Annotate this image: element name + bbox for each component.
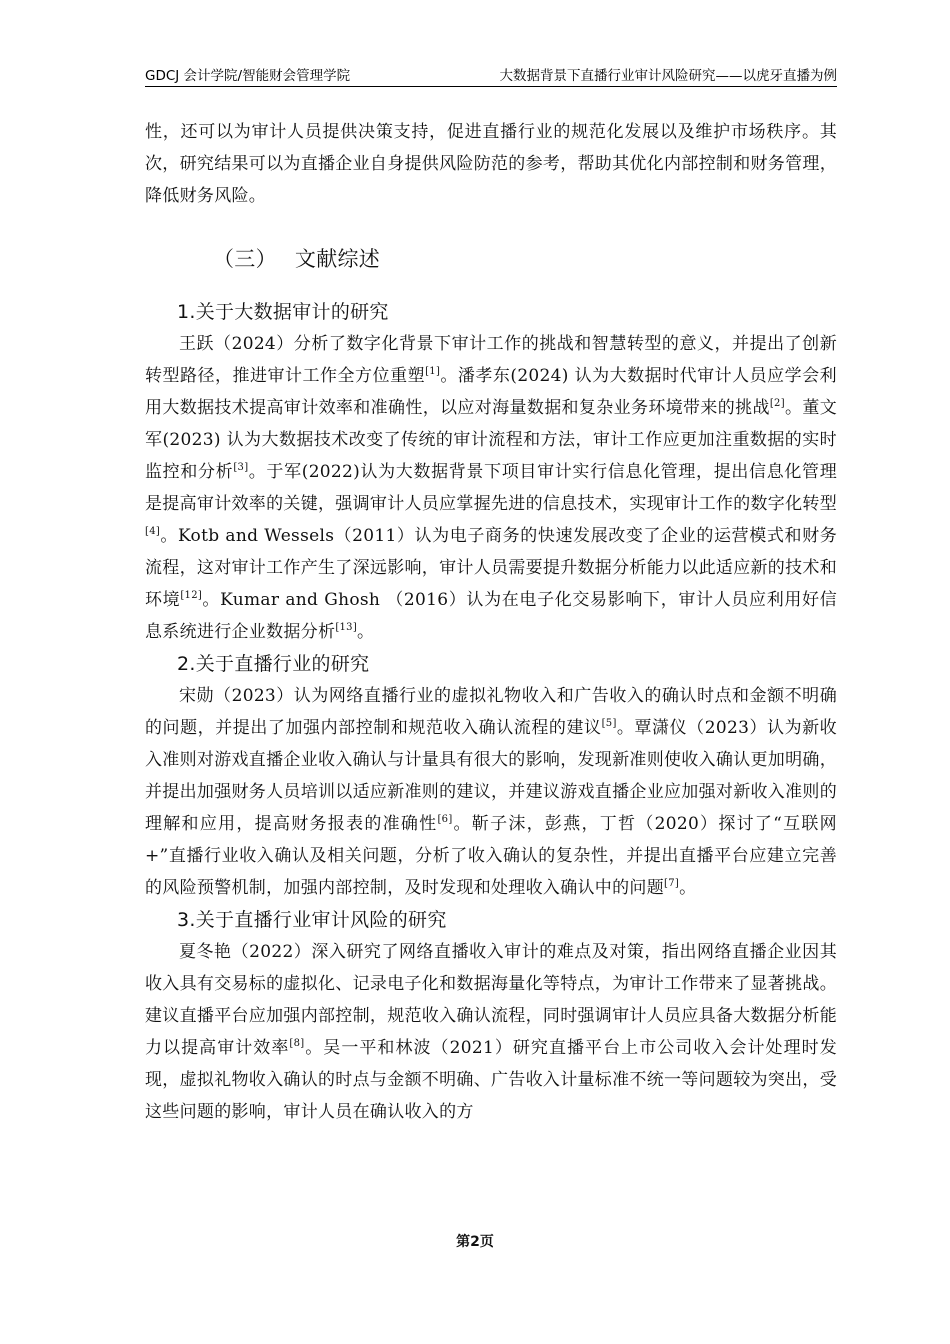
page-body bbox=[145, 116, 837, 1128]
subsection-2-heading: 2.关于直播行业的研究 bbox=[177, 653, 370, 675]
subsection-3-heading: 3.关于直播行业审计风险的研究 bbox=[177, 909, 447, 931]
subsection-1-heading: 1.关于大数据审计的研究 bbox=[177, 301, 389, 323]
citation-ref: [8] bbox=[289, 1038, 305, 1049]
citation-ref: [1] bbox=[425, 366, 441, 377]
citation-ref: [3] bbox=[233, 462, 249, 473]
header-institution: GDCJ 会计学院/智能财会管理学院 bbox=[145, 68, 351, 84]
citation-ref: [12] bbox=[180, 590, 203, 601]
page-number: 第2页 bbox=[456, 1234, 494, 1250]
citation-ref: [2] bbox=[769, 398, 785, 409]
subsection-1-paragraph: 王跃（2024）分析了数字化背景下审计工作的挑战和智慧转型的意义，并提出了创新转型路径，推进审计工作全方位重塑[1]。潘孝东(2024) 认为大数据时代审计人员应学会利用大数据技术提高审计效率和准确性，以应对海量数据和复杂业务环境带来的挑战[2]。董文军(2023) 认为大数据技术改变了传统的审计流程和方法，审计工作应更加注重数据的实时监控和分析[3]。于军(2022)认为大数据背景下项目审计实行信息化管理，提出信息化管理是提高审计效率的关键，强调审计人员应掌握先进的信息技术，实现审计工作的数字化转型[4]。Kotb and Wessels（2011）认为电子商务的快速发展改变了企业的运营模式和财务流程，这对审计工作产生了深远影响，审计人员需要提升数据分析能力以此适应新的技术和环境[12]。Kumar and Ghosh （2016）认为在电子化交易影响下，审计人员应利用好信息系统进行企业数据分析[13]。 bbox=[145, 334, 838, 642]
intro-paragraph: 性，还可以为审计人员提供决策支持，促进直播行业的规范化发展以及维护市场秩序。其次，研究结果可以为直播企业自身提供风险防范的参考，帮助其优化内部控制和财务管理，降低财务风险。 bbox=[145, 122, 837, 206]
subsection-3-paragraph: 夏冬艳（2022）深入研究了网络直播收入审计的难点及对策，指出网络直播企业因其收入具有交易标的虚拟化、记录电子化和数据海量化等特点，为审计工作带来了显著挑战。建议直播平台应加强内部控制，规范收入确认流程，同时强调审计人员应具备大数据分析能力以提高审计效率[8]。吴一平和林波（2021）研究直播平台上市公司收入会计处理时发现，虚拟礼物收入确认的时点与金额不明确、广告收入计量标准不统一等问题较为突出，受这些问题的影响，审计人员在确认收入的方 bbox=[145, 942, 837, 1122]
citation-ref: [5] bbox=[601, 718, 617, 729]
section-title: 文献综述 bbox=[294, 247, 381, 271]
citation-ref: [13] bbox=[335, 622, 358, 633]
subsection-2-paragraph: 宋勋（2023）认为网络直播行业的虚拟礼物收入和广告收入的确认时点和金额不明确的问题，并提出了加强内部控制和规范收入确认流程的建议[5]。覃潇仪（2023）认为新收入准则对游戏直播企业收入确认与计量具有很大的影响，发现新准则使收入确认更加明确，并提出加强财务人员培训以适应新准则的建议，并建议游戏直播企业应加强对新收入准则的理解和应用，提高财务报表的准确性[6]。靳子沫，彭燕，丁哲（2020）探讨了“互联网+”直播行业收入确认及相关问题，分析了收入确认的复杂性，并提出直播平台应建立完善的风险预警机制，加强内部控制，及时发现和处理收入确认中的问题[7]。 bbox=[145, 686, 837, 898]
section-number: （三） bbox=[213, 247, 277, 271]
header-paper-title: 大数据背景下直播行业审计风险研究——以虎牙直播为例 bbox=[499, 68, 837, 84]
citation-ref: [6] bbox=[437, 814, 453, 825]
section-heading bbox=[145, 242, 837, 276]
citation-ref: [7] bbox=[664, 878, 680, 889]
running-header bbox=[145, 66, 837, 87]
citation-ref: [4] bbox=[145, 526, 161, 537]
